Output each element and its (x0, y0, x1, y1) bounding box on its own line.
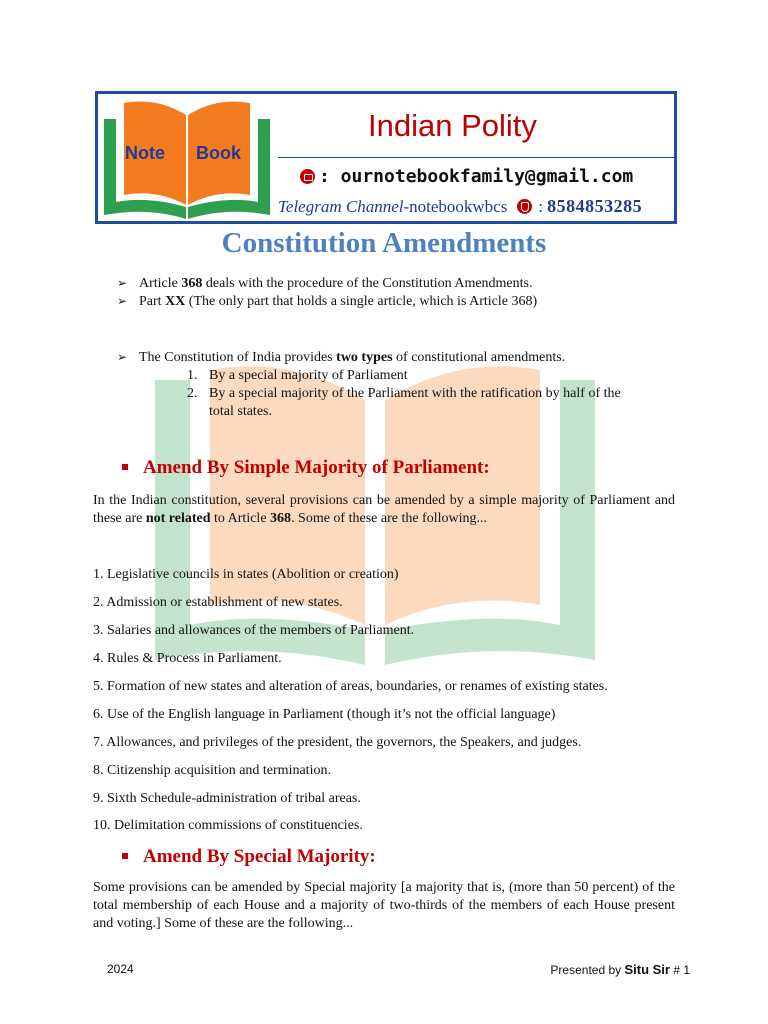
list-item: 1. Legislative councils in states (Abolition or creation) (93, 567, 399, 582)
list-item: 9. Sixth Schedule-administration of tribal areas. (93, 791, 361, 806)
section-heading-special-majority: Amend By Special Majority: (143, 846, 376, 867)
phone-icon (517, 199, 532, 214)
footer-credit: Presented by Situ Sir # 1 (550, 962, 690, 977)
logo-word-note: Note (125, 143, 165, 163)
square-bullet-icon (122, 853, 128, 859)
header-banner (95, 91, 677, 224)
intro-bullet-2: Part XX (The only part that holds a single article, which is Article 368) (139, 294, 538, 309)
list-item: 2. Admission or establishment of new states. (93, 595, 343, 610)
contact-row (278, 196, 642, 217)
telegram-handle[interactable]: notebookwbcs (409, 196, 508, 216)
list-item: 4. Rules & Process in Parliament. (93, 651, 282, 666)
arrow-bullet-icon: ➢ (117, 276, 128, 290)
special-majority-paragraph: Some provisions can be amended by Special majority [a majority that is, (more than 50 percent) of the total membership of each House and a majority of two-thirds of the members of each House present and voting.] Some of these are the following... (93, 880, 675, 931)
list-item: 3. Salaries and allowances of the members of Parliament. (93, 623, 415, 638)
intro-bullet-1: Article 368 deals with the procedure of the Constitution Amendments. (139, 276, 533, 291)
list-item: 7. Allowances, and privileges of the president, the governors, the Speakers, and judges. (93, 735, 582, 750)
page-title: Constitution Amendments (221, 227, 547, 259)
header-title: Indian Polity (368, 108, 537, 143)
logo-word-book: Book (196, 143, 241, 163)
list-item: 6. Use of the English language in Parliament (though it’s not the official language) (93, 707, 556, 722)
email-address[interactable]: : ournotebookfamily@gmail.com (319, 166, 634, 187)
list-item: 8. Citizenship acquisition and termination. (93, 763, 331, 778)
email-row (300, 166, 633, 187)
phone-separator: : (538, 196, 544, 216)
square-bullet-icon (122, 464, 128, 470)
list-item: 10. Delimitation commissions of constituencies. (93, 818, 363, 833)
arrow-bullet-icon: ➢ (117, 294, 128, 308)
list-item-continued: total states. (209, 404, 272, 419)
email-icon (300, 169, 315, 184)
list-number: 2. (187, 386, 198, 401)
list-item: By a special majority of Parliament (209, 368, 408, 383)
list-item: 5. Formation of new states and alteration of areas, boundaries, or renames of existing states. (93, 679, 608, 694)
types-intro: The Constitution of India provides two types of constitutional amendments. (139, 350, 566, 365)
list-item: By a special majority of the Parliament with the ratification by half of the (209, 386, 621, 401)
simple-majority-paragraph: In the Indian constitution, several provisions can be amended by a simple majority of Parliament and these are not related to Article 368. Some of these are the following... (93, 493, 675, 526)
arrow-bullet-icon: ➢ (117, 350, 128, 364)
phone-number[interactable]: 8584853285 (547, 196, 643, 216)
footer-year: 2024 (107, 962, 134, 976)
header-divider (278, 157, 674, 158)
telegram-label: Telegram Channel- (278, 196, 410, 216)
list-number: 1. (187, 368, 198, 383)
section-heading-simple-majority: Amend By Simple Majority of Parliament: (143, 457, 490, 478)
